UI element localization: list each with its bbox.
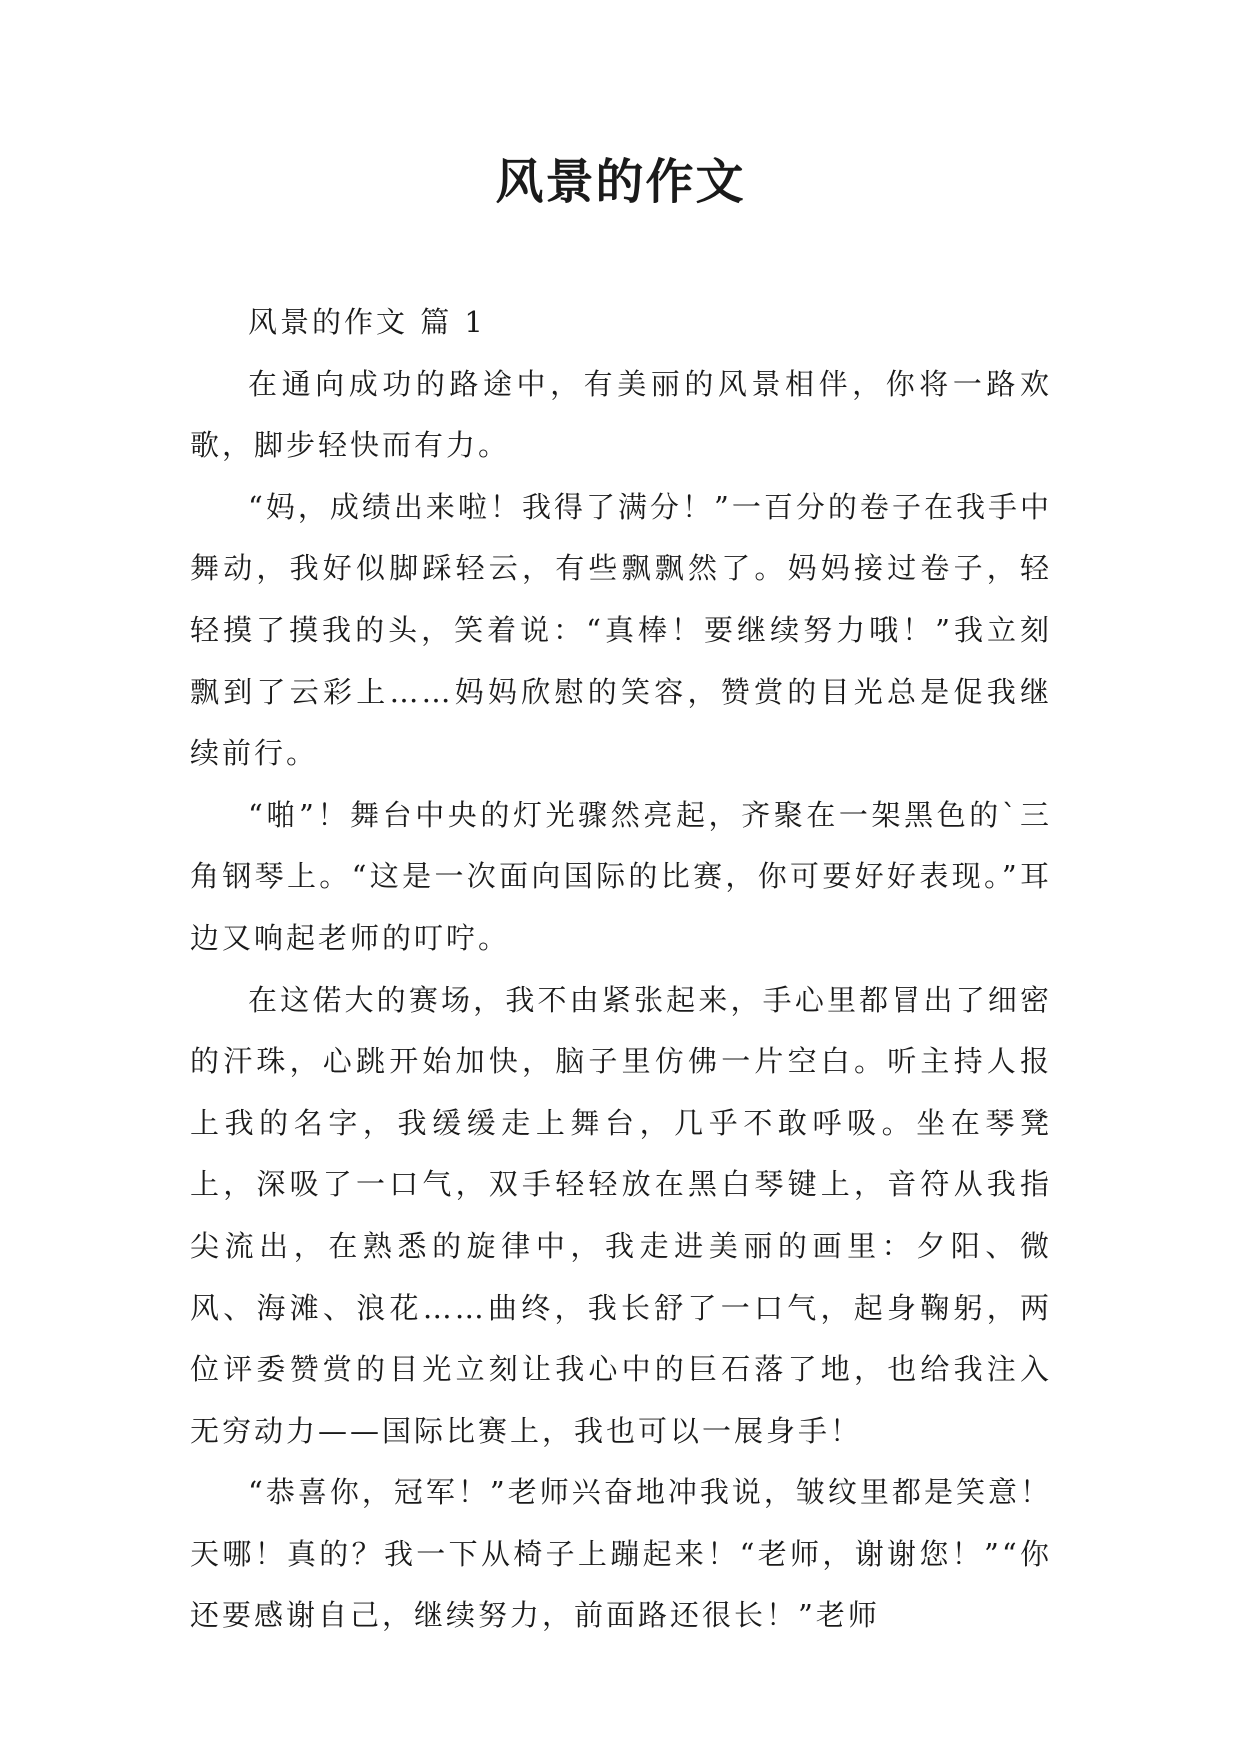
document-title: 风景的作文 xyxy=(495,154,746,210)
paragraph: 在通向成功的路途中，有美丽的风景相伴，你将一路欢歌，脚步轻快而有力。 xyxy=(190,366,1052,463)
paragraph: “啪”！舞台中央的灯光骤然亮起，齐聚在一架黑色的`三角钢琴上。“这是一次面向国际的比赛，你可要好好表现。”耳边又响起老师的叮咛。 xyxy=(190,797,1052,955)
paragraph: 在这偌大的赛场，我不由紧张起来，手心里都冒出了细密的汗珠，心跳开始加快，脑子里仿佛一片空白。听主持人报上我的名字，我缓缓走上舞台，几乎不敢呼吸。坐在琴凳上，深吸了一口气，双手轻轻放在黑白琴键上，音符从我指尖流出，在熟悉的旋律中，我走进美丽的画里：夕阳、微风、海滩、浪花……曲终，我长舒了一口气，起身鞠躬，两位评委赞赏的目光立刻让我心中的巨石落了地，也给我注入无穷动力——国际比赛上，我也可以一展身手！ xyxy=(190,982,1052,1448)
paragraph: “妈，成绩出来啦！我得了满分！”一百分的卷子在我手中舞动，我好似脚踩轻云，有些飘飘然了。妈妈接过卷子，轻轻摸了摸我的头，笑着说：“真棒！要继续努力哦！”我立刻飘到了云彩上……妈妈欣慰的笑容，赞赏的目光总是促我继续前行。 xyxy=(190,489,1052,771)
document-body xyxy=(190,292,1052,1647)
paragraph: “恭喜你，冠军！”老师兴奋地冲我说，皱纹里都是笑意！天哪！真的？我一下从椅子上蹦起来！“老师，谢谢您！”“你还要感谢自己，继续努力，前面路还很长！”老师 xyxy=(190,1475,1052,1633)
section-heading: 风景的作文 篇 1 xyxy=(248,305,486,339)
